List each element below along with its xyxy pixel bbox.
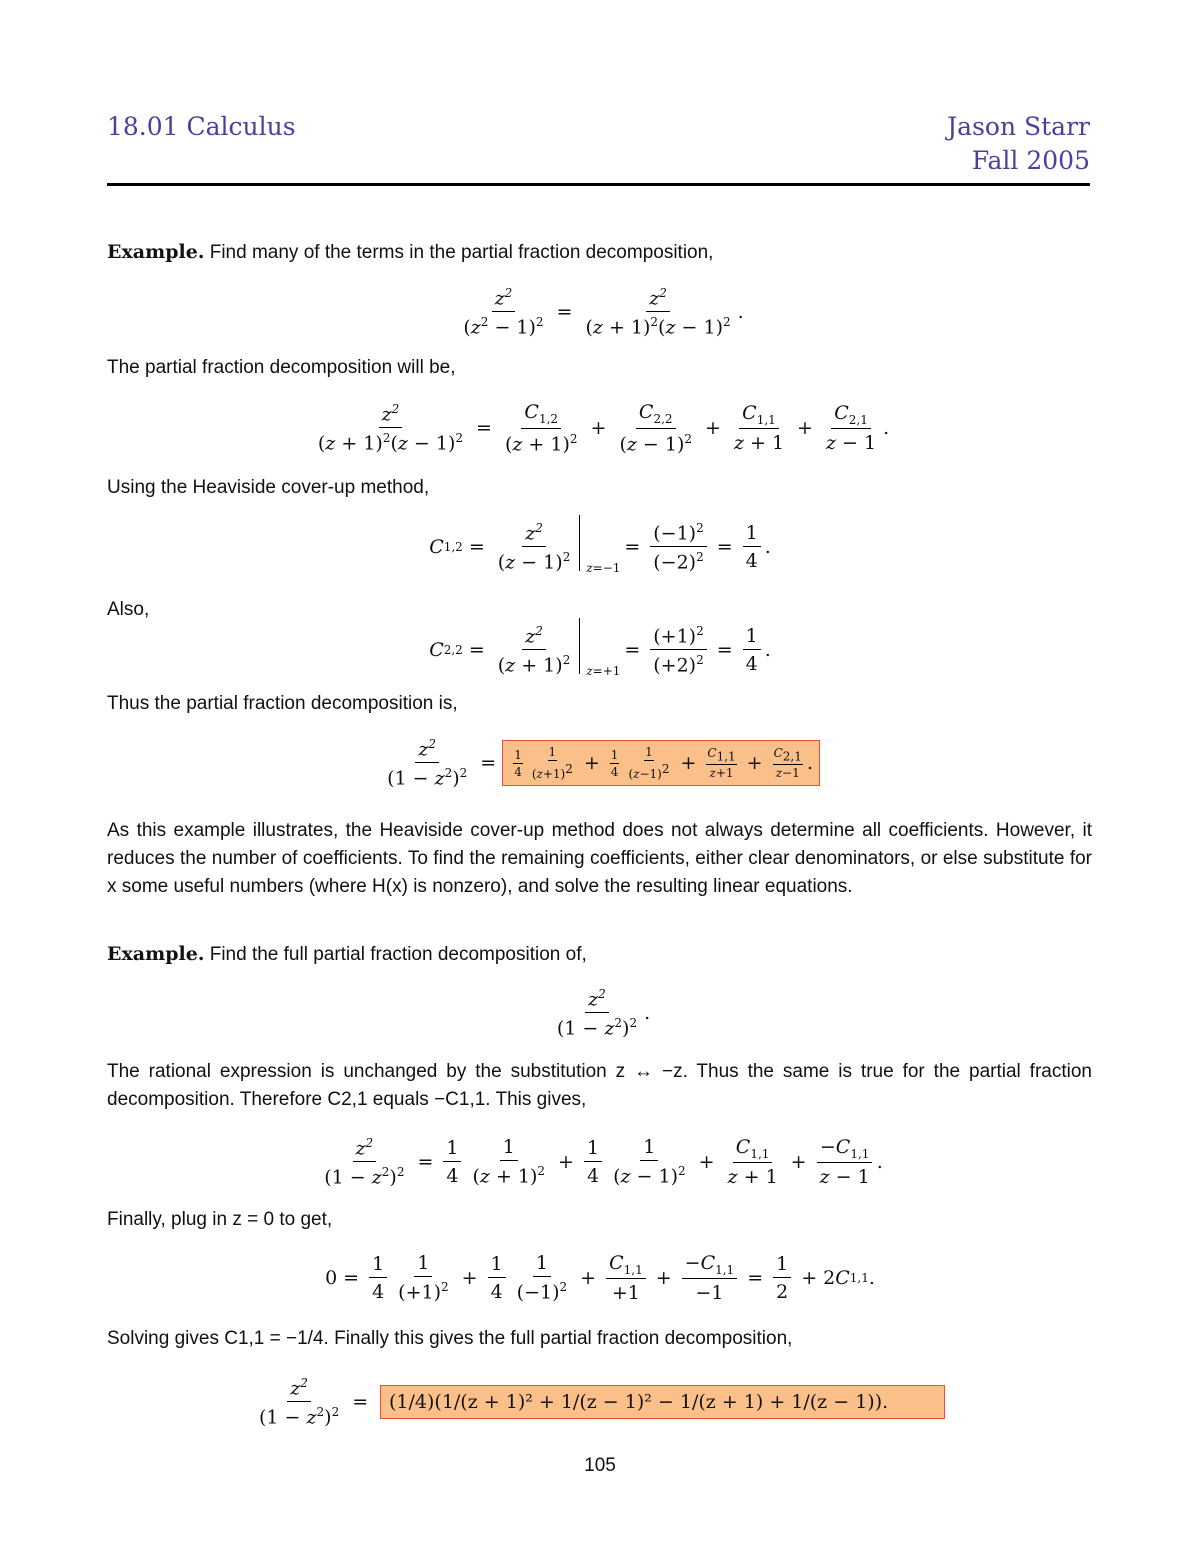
example-1-text: Find many of the terms in the partial fraction decomposition,	[209, 242, 714, 263]
equation-c22: C 2,2 = $\frac{z^2}{(z + 1)^2}$ z=+1 = $\frac{(+1)^2}{(+2)^2}$ = $\frac{1}{4}$ .	[0, 618, 1200, 682]
equation-2: $\frac{z^2}{(z + 1)^2(z - 1)^2}$ = $\frac{C_{1,2}}{(z + 1)^2}$ + $\frac{C_{2,2}}{(z - 1)^2}$ + $\frac{C_{1,1}}{z + 1}$ + $\frac{C_{2,1}}{z - 1}$ .	[317, 400, 890, 456]
final-answer: (1/4)(1/(z + 1)² + 1/(z − 1)² − 1/(z + 1) + 1/(z − 1)).	[389, 1391, 889, 1413]
term: Fall 2005	[971, 146, 1090, 175]
paragraph-also: Also,	[107, 599, 150, 620]
equation-ex2: $\frac{z^2}{(1 - z^2)^2}$ .	[556, 986, 651, 1040]
author-name: Jason Starr	[947, 112, 1090, 141]
equation-1: $\frac{z^2}{(z^2 - 1)^2}$ = $\frac{z^2}{(z + 1)^2(z - 1)^2}$ .	[463, 285, 744, 339]
example-1-intro	[107, 238, 1092, 267]
paragraph-heaviside: Using the Heaviside cover-up method,	[107, 477, 430, 498]
paragraph-finally: Finally, plug in z = 0 to get,	[107, 1209, 333, 1230]
equation-c12: C 1,2 = $\frac{z^2}{(z - 1)^2}$ z=−1 = $\frac{(-1)^2}{(-2)^2}$ = $\frac{1}{4}$ .	[0, 515, 1200, 579]
header-rule	[107, 183, 1090, 186]
equation-symmetric: $\frac{z^2}{(1 - z^2)^2}$ = $\frac{1}{4}$ $\frac{1}{(z + 1)^2}$ + $\frac{1}{4}$ $\frac{1}{(z - 1)^2}$ + $\frac{C_{1,1}}{z + 1}$ + $\frac{-C_{1,1}}{z - 1}$ .	[324, 1135, 883, 1189]
paragraph-thus: Thus the partial fraction decomposition is,	[107, 693, 458, 714]
paragraph-will-be: The partial fraction decomposition will be,	[107, 357, 456, 378]
equation-final-lhs: $\frac{z^2}{(1 - z^2)^2}$ =	[259, 1375, 369, 1429]
highlight-final-answer	[380, 1385, 945, 1419]
equation-partial-result: $\frac{z^2}{(1 - z^2)^2}$ = $\frac{1}{4}$ $\frac{1}{(z+1)^2}$ + $\frac{1}{4}$ $\frac{1}{(z-1)^2}$ + $\frac{C_{1,1}}{z+1}$ + $\frac{C_{2,1}}{z-1}$ .	[0, 732, 1200, 794]
paragraph-solving: Solving gives C1,1 = −1/4. Finally this gives the full partial fraction decomposition,	[107, 1328, 793, 1349]
course-title: 18.01 Calculus	[107, 112, 296, 141]
example-1-label: Example.	[107, 241, 205, 263]
paragraph-illustrates: As this example illustrates, the Heaviside cover-up method does not always determine all coefficients. However, it reduces the number of coefficients. To find the remaining coefficients, either clear denominators, or else substitute for x some useful numbers (where H(x) is nonzero), and solve the resulting linear equations.	[107, 820, 1092, 897]
page-number: 105	[584, 1455, 616, 1476]
example-2-intro	[107, 940, 1092, 969]
example-2-text: Find the full partial fraction decomposition of,	[209, 944, 587, 965]
highlight-partial-result: $\frac{1}{4}$ $\frac{1}{(z+1)^2}$ + $\frac{1}{4}$ $\frac{1}{(z-1)^2}$ + $\frac{C_{1,1}}{z+1}$ + $\frac{C_{2,1}}{z-1}$ .	[502, 740, 820, 786]
paragraph-rational: The rational expression is unchanged by the substitution z ↔ −z. Thus the same is true for the partial fraction decomposition. Therefore C2,1 equals −C1,1. This gives,	[107, 1061, 1092, 1110]
example-2-label: Example.	[107, 943, 205, 965]
equation-plug-zero: 0 = $\frac{1}{4}$ $\frac{1}{(+1)^2}$ + $\frac{1}{4}$ $\frac{1}{(-1)^2}$ + $\frac{C_{1,1}}{+1}$ + $\frac{-C_{1,1}}{-1}$ = $\frac{1}{2}$ + 2 C 1,1 .	[325, 1251, 875, 1305]
